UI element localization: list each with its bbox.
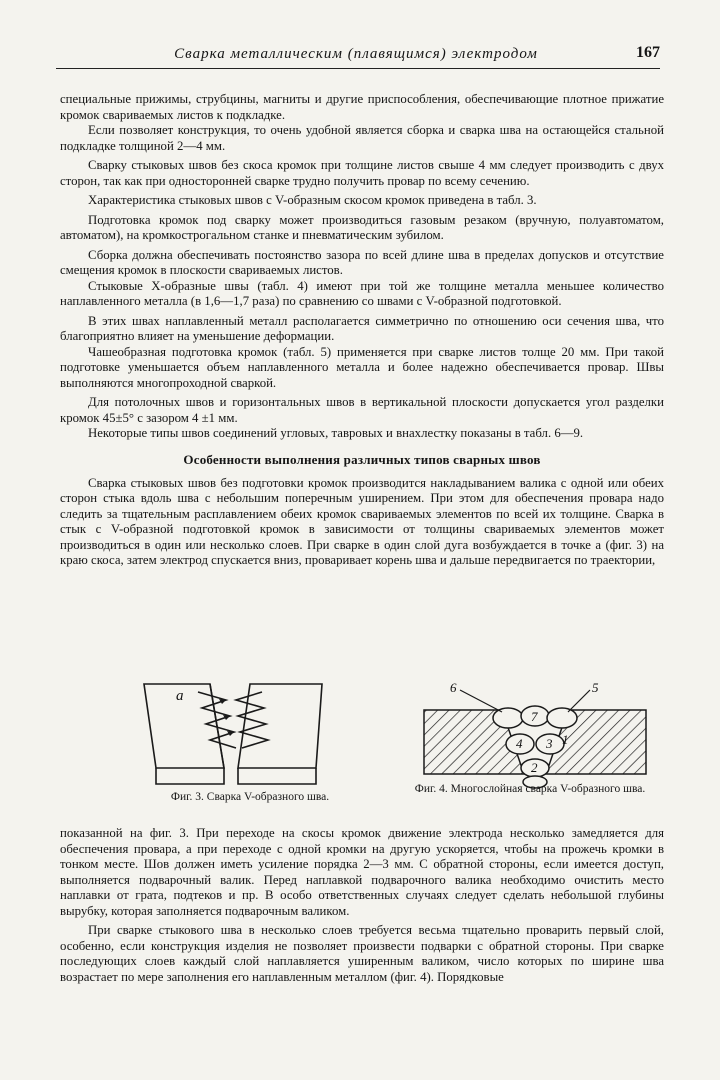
fig3-caption: Фиг. 3. Сварка V-образного шва. <box>170 791 330 803</box>
page-header <box>56 42 660 72</box>
header-rule <box>56 68 660 69</box>
body-text-top <box>60 92 664 569</box>
paragraph: Для потолочных швов и горизонтальных швов в вертикальной плоскости допускается угол разделки кромок 45±5° с зазором 4 ±1 мм. <box>60 395 664 425</box>
paragraph: Если позволяет конструкция, то очень удобной является сборка и сварка шва на остающейся стальной подкладке толщиной 2—4 мм. <box>60 123 664 153</box>
body-text-bottom <box>60 826 664 985</box>
paragraph: Некоторые типы швов соединений угловых, тавровых и внахлестку показаны в табл. 6—9. <box>88 426 584 440</box>
fig4-label-1: 1 <box>562 732 569 747</box>
paragraph: Сварку стыковых швов без скоса кромок при толщине листов свыше 4 мм следует производить с двух сторон, так как при односторонней сварке трудно получить провар по всему сечению. <box>60 158 664 188</box>
paragraph: Подготовка кромок под сварку может производиться газовым резаком (вручную, полуавтоматом, автоматом), на кромкострогальном станке и пневматическим зубилом. <box>60 212 664 242</box>
page-number: 167 <box>636 44 660 61</box>
paragraph: Сварка стыковых швов без подготовки кромок производится накладыванием валика с одной или обеих сторон стыка вдоль шва с небольшим поперечным уширением. При этом для обеспечения провара надо следить за тщательным расплавлением обеих кромок свариваемых элементов по всей их толщине. Сварка в стык с V-образной подготовкой кромок в зависимости от толщины свариваемых элементов может производиться в один или несколько слоев. При сварке в один слой дуга возбуждается в точке а (фиг. 3) на краю скоса, затем электрод спускается вниз, проваривает корень шва и дальше передвигается по траектории, <box>60 475 664 567</box>
fig4-label-4: 4 <box>516 736 523 751</box>
paragraph: специальные прижимы, струбцины, магниты и другие приспособления, обеспечивающие плотное прижатие кромок свариваемых листов к подкладке. <box>60 92 664 122</box>
figures <box>60 672 664 812</box>
fig4-label-7: 7 <box>531 709 538 724</box>
paragraph: В этих швах наплавленный металл располагается симметрично по отношению оси сечения шва, что благоприятно влияет на уменьшение деформации. <box>60 313 664 343</box>
paragraph: Сборка должна обеспечивать постоянство зазора по всей длине шва в пределах допусков и отсутствие смещения кромок в плоскости свариваемых листов. <box>60 247 664 277</box>
fig4-label-3: 3 <box>546 736 553 751</box>
fig4-caption: Фиг. 4. Многослойная сварка V-образного шва. <box>414 783 646 795</box>
running-title: Сварка металлическим (плавящимся) электродом <box>174 46 538 62</box>
paragraph: Стыковые Х-образные швы (табл. 4) имеют при той же толщине металла меньшее количество наплавленного металла (в 1,6—1,7 раза) по сравнению со швами с V-образной подготовкой. <box>60 278 664 308</box>
paragraph: При сварке стыкового шва в несколько слоев требуется весьма тщательно проварить первый слой, особенно, если конструкция изделия не позволяет произвести подварки с обратной стороны. При сварке последующих слоев каждый слой наплавляется уширенным валиком, число которых по ширине шва возрастает по мере заполнения его наплавленным металлом (фиг. 4). Порядковые <box>60 923 664 984</box>
paragraph: показанной на фиг. 3. При переходе на скосы кромок движение электрода несколько замедляется для обеспечения провара, а при переходе с одной кромки на другую ускоряется, чтобы на прожечь кромки в тонком месте. Шов должен иметь усиление порядка 2—3 мм. С обратной стороны, если имеется доступ, выполняется подварочный валик. Перед наплавкой подварочного валика необходимо очистить место наплавки от грата, подтеков и пр. В особо ответственных случаях следует сделать небольшой глубины вырубку, которая заполняется подварочным валиком. <box>60 826 664 918</box>
fig4-label-6: 6 <box>450 680 457 695</box>
fig4-label-5: 5 <box>592 680 599 695</box>
section-heading: Особенности выполнения различных типов сварных швов <box>183 451 541 467</box>
paragraph: Характеристика стыковых швов с V-образным скосом кромок приведена в табл. 3. <box>88 193 537 207</box>
paragraph: Чашеобразная подготовка кромок (табл. 5) применяется при сварке листов толще 20 мм. При такой подготовке уменьшается объем наплавленного металла и более надежно обеспечивается провар. Швы выполняются многопроходной сваркой. <box>60 344 664 390</box>
fig3-point-label: а <box>176 688 184 704</box>
fig4-label-2: 2 <box>531 760 538 775</box>
fig3-v-groove-diagram <box>138 672 338 802</box>
